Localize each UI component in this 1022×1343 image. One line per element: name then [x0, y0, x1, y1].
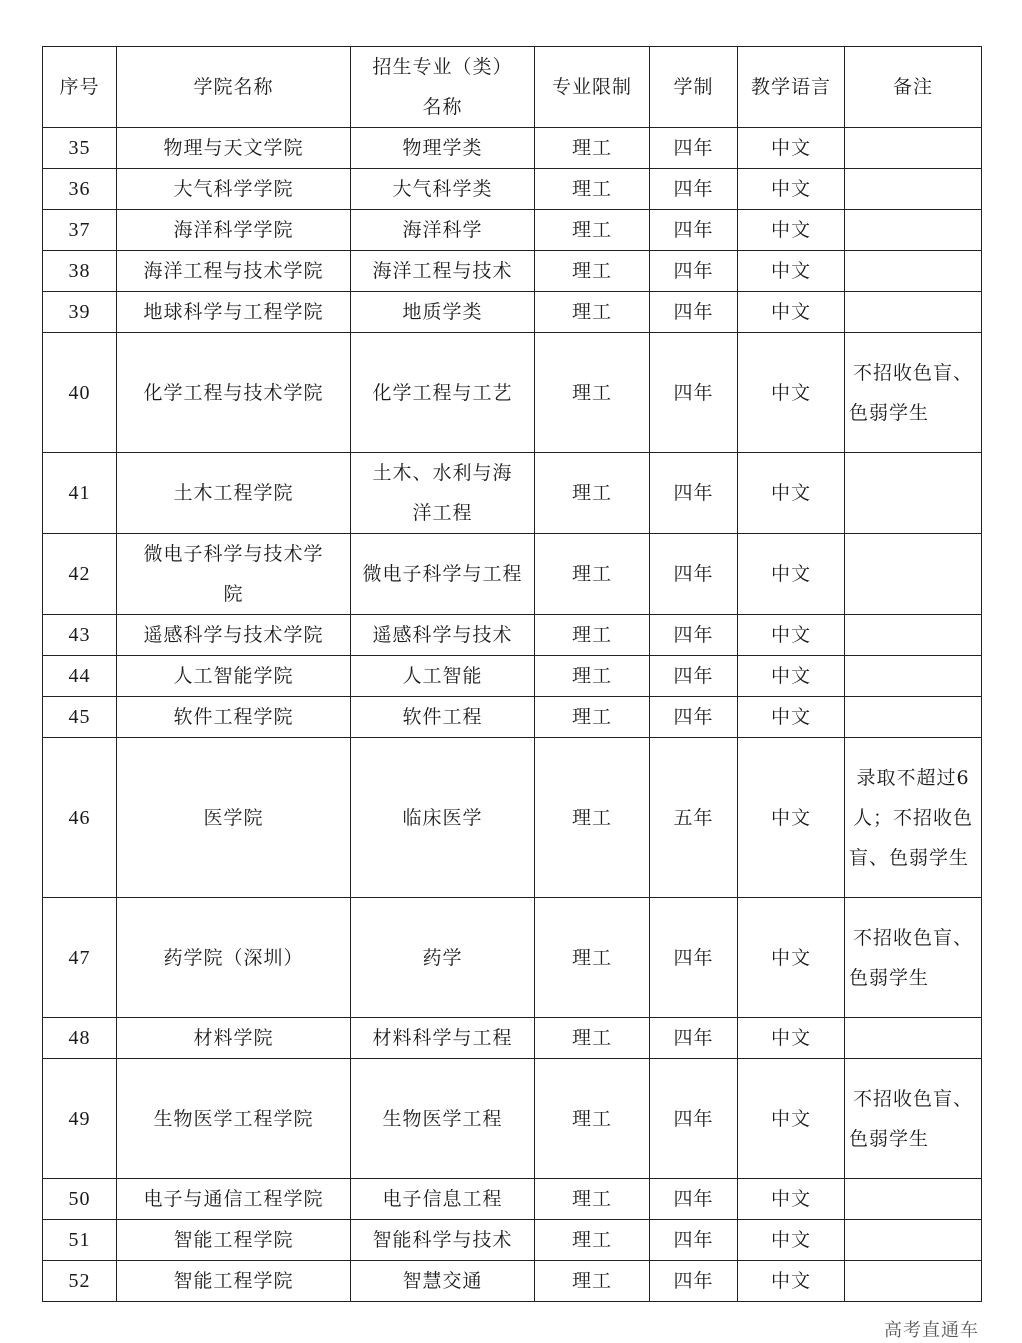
cell-restriction: 理工	[535, 1018, 650, 1059]
cell-major: 药学	[351, 898, 535, 1018]
cell-language: 中文	[738, 898, 845, 1018]
cell-seq: 35	[43, 128, 117, 169]
cell-major: 生物医学工程	[351, 1059, 535, 1179]
cell-language: 中文	[738, 1179, 845, 1220]
cell-duration: 四年	[650, 615, 738, 656]
header-duration: 学制	[650, 47, 738, 128]
table-row	[43, 615, 982, 656]
cell-restriction: 理工	[535, 1179, 650, 1220]
cell-note	[845, 615, 982, 656]
cell-duration: 四年	[650, 128, 738, 169]
cell-college: 土木工程学院	[117, 453, 351, 534]
header-language: 教学语言	[738, 47, 845, 128]
cell-language: 中文	[738, 333, 845, 453]
cell-seq: 42	[43, 534, 117, 615]
table-row	[43, 1018, 982, 1059]
cell-note	[845, 453, 982, 534]
cell-major: 智慧交通	[351, 1261, 535, 1302]
cell-seq: 45	[43, 697, 117, 738]
cell-note	[845, 292, 982, 333]
cell-duration: 四年	[650, 1220, 738, 1261]
table-row	[43, 1059, 982, 1179]
cell-seq: 43	[43, 615, 117, 656]
cell-language: 中文	[738, 1059, 845, 1179]
cell-college: 生物医学工程学院	[117, 1059, 351, 1179]
cell-major: 临床医学	[351, 738, 535, 898]
cell-language: 中文	[738, 210, 845, 251]
header-major-line2: 名称	[422, 96, 463, 118]
table-row	[43, 128, 982, 169]
cell-note	[845, 1261, 982, 1302]
cell-college: 遥感科学与技术学院	[117, 615, 351, 656]
cell-note: 不招收色盲、色弱学生	[845, 333, 982, 453]
cell-duration: 四年	[650, 1179, 738, 1220]
cell-college: 医学院	[117, 738, 351, 898]
header-major-line1: 招生专业（类）	[372, 56, 513, 78]
header-major	[351, 47, 535, 128]
cell-seq: 51	[43, 1220, 117, 1261]
table-row	[43, 534, 982, 615]
cell-seq: 36	[43, 169, 117, 210]
table-row	[43, 169, 982, 210]
table-row	[43, 453, 982, 534]
header-note: 备注	[845, 47, 982, 128]
cell-language: 中文	[738, 656, 845, 697]
cell-seq: 49	[43, 1059, 117, 1179]
cell-seq: 44	[43, 656, 117, 697]
cell-restriction: 理工	[535, 534, 650, 615]
cell-restriction: 理工	[535, 251, 650, 292]
cell-restriction: 理工	[535, 898, 650, 1018]
table-row	[43, 898, 982, 1018]
cell-college: 电子与通信工程学院	[117, 1179, 351, 1220]
cell-college: 药学院（深圳）	[117, 898, 351, 1018]
cell-major: 遥感科学与技术	[351, 615, 535, 656]
cell-college: 微电子科学与技术学院	[117, 534, 351, 615]
cell-language: 中文	[738, 615, 845, 656]
cell-duration: 四年	[650, 1059, 738, 1179]
cell-seq: 48	[43, 1018, 117, 1059]
cell-college: 海洋工程与技术学院	[117, 251, 351, 292]
cell-duration: 四年	[650, 898, 738, 1018]
cell-seq: 52	[43, 1261, 117, 1302]
cell-major: 土木、水利与海洋工程	[351, 453, 535, 534]
cell-duration: 四年	[650, 1261, 738, 1302]
cell-duration: 四年	[650, 210, 738, 251]
table-row	[43, 1179, 982, 1220]
cell-seq: 47	[43, 898, 117, 1018]
cell-language: 中文	[738, 1018, 845, 1059]
cell-restriction: 理工	[535, 292, 650, 333]
cell-major: 海洋科学	[351, 210, 535, 251]
cell-note	[845, 1179, 982, 1220]
cell-note: 不招收色盲、色弱学生	[845, 898, 982, 1018]
cell-language: 中文	[738, 1261, 845, 1302]
cell-note: 不招收色盲、色弱学生	[845, 1059, 982, 1179]
table-row	[43, 656, 982, 697]
cell-college: 物理与天文学院	[117, 128, 351, 169]
cell-major: 人工智能	[351, 656, 535, 697]
cell-college: 智能工程学院	[117, 1220, 351, 1261]
table-row	[43, 1220, 982, 1261]
cell-college: 软件工程学院	[117, 697, 351, 738]
table-row	[43, 738, 982, 898]
table-row	[43, 251, 982, 292]
cell-college: 地球科学与工程学院	[117, 292, 351, 333]
cell-major: 电子信息工程	[351, 1179, 535, 1220]
cell-restriction: 理工	[535, 169, 650, 210]
cell-major: 智能科学与技术	[351, 1220, 535, 1261]
table-row	[43, 210, 982, 251]
table-row	[43, 292, 982, 333]
cell-seq: 39	[43, 292, 117, 333]
cell-duration: 四年	[650, 292, 738, 333]
cell-duration: 四年	[650, 169, 738, 210]
cell-language: 中文	[738, 738, 845, 898]
cell-college: 海洋科学学院	[117, 210, 351, 251]
cell-major: 化学工程与工艺	[351, 333, 535, 453]
cell-restriction: 理工	[535, 697, 650, 738]
cell-restriction: 理工	[535, 128, 650, 169]
cell-restriction: 理工	[535, 453, 650, 534]
cell-seq: 37	[43, 210, 117, 251]
cell-college: 人工智能学院	[117, 656, 351, 697]
cell-language: 中文	[738, 1220, 845, 1261]
cell-note	[845, 128, 982, 169]
cell-restriction: 理工	[535, 1059, 650, 1179]
cell-duration: 四年	[650, 251, 738, 292]
cell-duration: 四年	[650, 453, 738, 534]
cell-college: 智能工程学院	[117, 1261, 351, 1302]
cell-college: 大气科学学院	[117, 169, 351, 210]
cell-college: 材料学院	[117, 1018, 351, 1059]
cell-major: 大气科学类	[351, 169, 535, 210]
cell-restriction: 理工	[535, 615, 650, 656]
header-college: 学院名称	[117, 47, 351, 128]
cell-seq: 46	[43, 738, 117, 898]
cell-language: 中文	[738, 697, 845, 738]
cell-major: 物理学类	[351, 128, 535, 169]
header-seq: 序号	[43, 47, 117, 128]
cell-note	[845, 169, 982, 210]
cell-restriction: 理工	[535, 333, 650, 453]
cell-note: 录取不超过6人；不招收色盲、色弱学生	[845, 738, 982, 898]
header-row	[43, 47, 982, 128]
cell-restriction: 理工	[535, 1261, 650, 1302]
cell-note	[845, 697, 982, 738]
cell-note	[845, 210, 982, 251]
admissions-table	[42, 46, 982, 1302]
cell-note	[845, 534, 982, 615]
cell-note	[845, 1018, 982, 1059]
cell-restriction: 理工	[535, 656, 650, 697]
cell-restriction: 理工	[535, 210, 650, 251]
cell-language: 中文	[738, 128, 845, 169]
cell-note	[845, 251, 982, 292]
cell-major: 海洋工程与技术	[351, 251, 535, 292]
cell-duration: 四年	[650, 534, 738, 615]
cell-seq: 38	[43, 251, 117, 292]
cell-college: 化学工程与技术学院	[117, 333, 351, 453]
cell-restriction: 理工	[535, 738, 650, 898]
table-row	[43, 1261, 982, 1302]
cell-language: 中文	[738, 534, 845, 615]
table-row	[43, 697, 982, 738]
cell-seq: 50	[43, 1179, 117, 1220]
cell-duration: 四年	[650, 333, 738, 453]
cell-duration: 四年	[650, 656, 738, 697]
cell-duration: 五年	[650, 738, 738, 898]
cell-note	[845, 656, 982, 697]
table-row	[43, 333, 982, 453]
cell-language: 中文	[738, 169, 845, 210]
cell-seq: 41	[43, 453, 117, 534]
cell-seq: 40	[43, 333, 117, 453]
cell-note	[845, 1220, 982, 1261]
cell-language: 中文	[738, 292, 845, 333]
header-restriction: 专业限制	[535, 47, 650, 128]
watermark: 高考直通车	[884, 1320, 979, 1341]
cell-duration: 四年	[650, 697, 738, 738]
cell-language: 中文	[738, 251, 845, 292]
cell-language: 中文	[738, 453, 845, 534]
cell-major: 材料科学与工程	[351, 1018, 535, 1059]
cell-restriction: 理工	[535, 1220, 650, 1261]
cell-major: 地质学类	[351, 292, 535, 333]
cell-duration: 四年	[650, 1018, 738, 1059]
cell-major: 微电子科学与工程	[351, 534, 535, 615]
cell-major: 软件工程	[351, 697, 535, 738]
